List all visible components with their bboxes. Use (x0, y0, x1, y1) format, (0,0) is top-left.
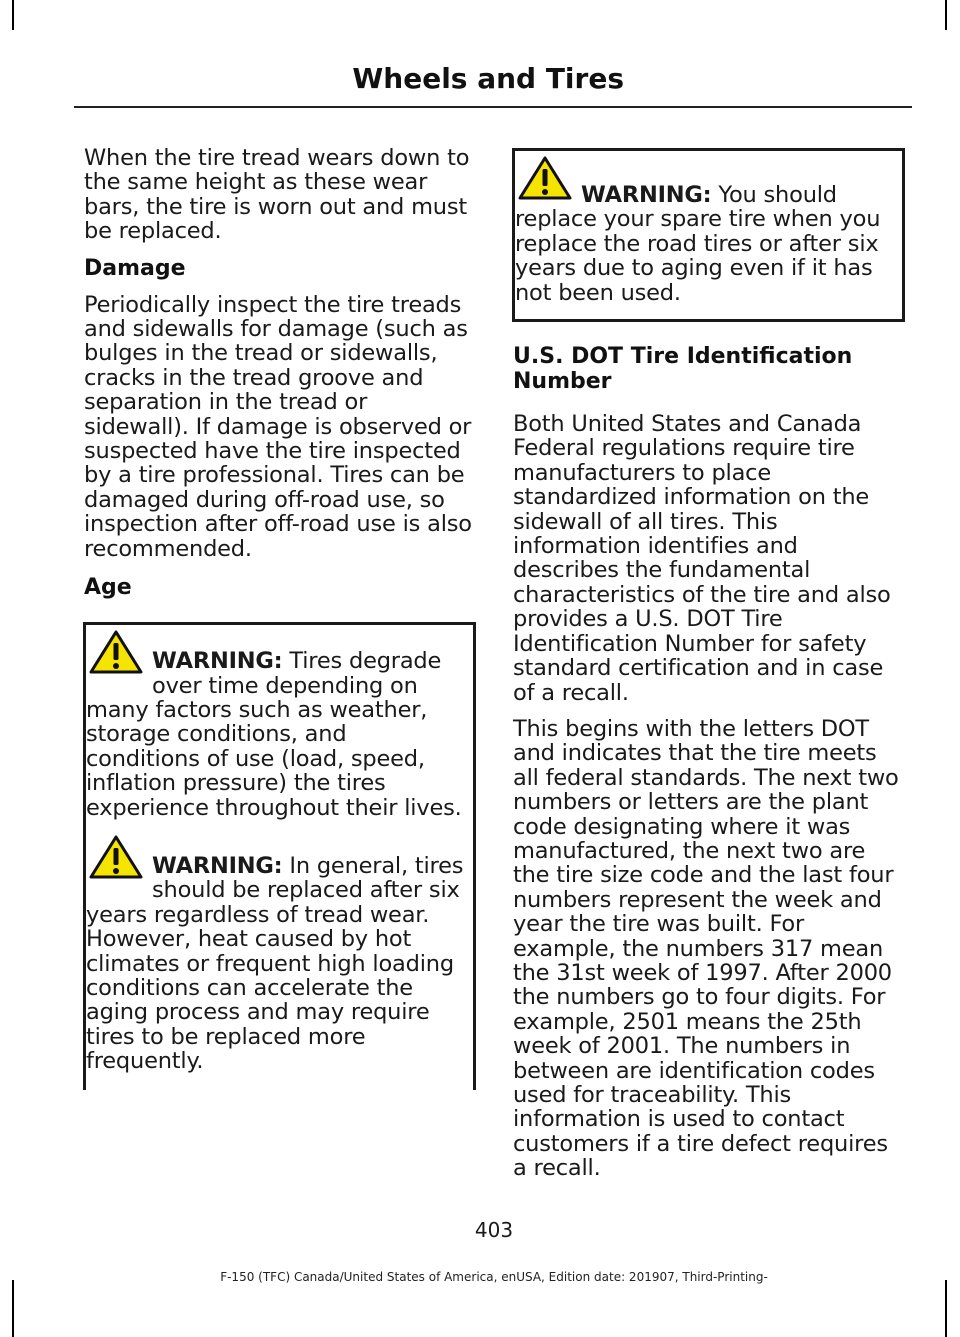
warning-1-body: Tires degrade over time depending on many factors such as weather, storage conditions, and conditions of use (load, speed, inflation pressure) the tires experience throughout their lives. (86, 648, 462, 821)
crop-mark-bottom-left (12, 1280, 14, 1337)
right-column (513, 148, 905, 1193)
intro-paragraph: When the tire tread wears down to the same height as these wear bars, the tire is worn out and must be replaced. (84, 145, 470, 245)
page-number: 403 (474, 1218, 514, 1242)
damage-heading: Damage (84, 255, 186, 281)
crop-mark-bottom-right (945, 1280, 947, 1337)
warning-block-3 (515, 151, 894, 305)
warning-block-1 (86, 625, 465, 820)
page-title: Wheels and Tires (352, 62, 624, 95)
crop-mark-top-right (945, 0, 947, 30)
left-column (84, 146, 476, 1090)
warning-triangle-icon (517, 155, 573, 201)
damage-paragraph: Periodically inspect the tire treads and sidewalls for damage (such as bulges in the tread or sidewalls, cracks in the tread groove and separation in the tread or sidewall). If damage is observed or suspected have the tire inspected by a tire professional. Tires can be damaged during off-road use, so inspection after off-road use is also recommended. (84, 291, 472, 562)
spare-warning-box (512, 148, 905, 322)
warning-1-label: WARNING: (152, 648, 283, 675)
header-rule (74, 106, 912, 108)
warning-3-label: WARNING: (581, 182, 712, 208)
warning-triangle-icon (88, 834, 144, 880)
footer-edition: F-150 (TFC) Canada/United States of America, enUSA, Edition date: 201907, Third-Printing- (220, 1270, 768, 1284)
dot-heading: U.S. DOT Tire Identification Number (513, 344, 853, 395)
warning-3-body: You should replace your spare tire when you replace the road tires or after six years due to aging even if it has not been used. (515, 182, 881, 306)
warning-2-body: In general, tires should be replaced after six years regardless of tread wear. However, heat caused by hot climates or frequent high loading conditions can accelerate the aging process and may require tires to be replaced more frequently. (86, 852, 464, 1075)
warning-block-2 (86, 828, 465, 1074)
age-heading: Age (84, 575, 132, 601)
dot-paragraph-1: Both United States and Canada Federal regulations require tire manufacturers to place standardized information on the sidewall of all tires. This information identifies and describes the fundamental characteristics of the tire and also provides a U.S. DOT Tire Identification Number for safety standard certification and in case of a recall. (513, 411, 891, 706)
age-warning-box (83, 622, 476, 1090)
dot-paragraph-2: This begins with the letters DOT and indicates that the tire meets all federal standards. The next two numbers or letters are the plant code designating where it was manufactured, the next two are the tire size code and the last four numbers represent the week and year the tire was built. For example, the numbers 317 mean the 31st week of 1997. After 2000 the numbers go to four digits. For example, 2501 means the 25th week of 2001. The numbers in between are identification codes used for traceability. This information is used to contact customers if a tire defect requires a recall. (513, 715, 899, 1182)
warning-triangle-icon (88, 629, 144, 675)
crop-mark-top-left (12, 0, 14, 30)
warning-2-label: WARNING: (152, 852, 283, 879)
